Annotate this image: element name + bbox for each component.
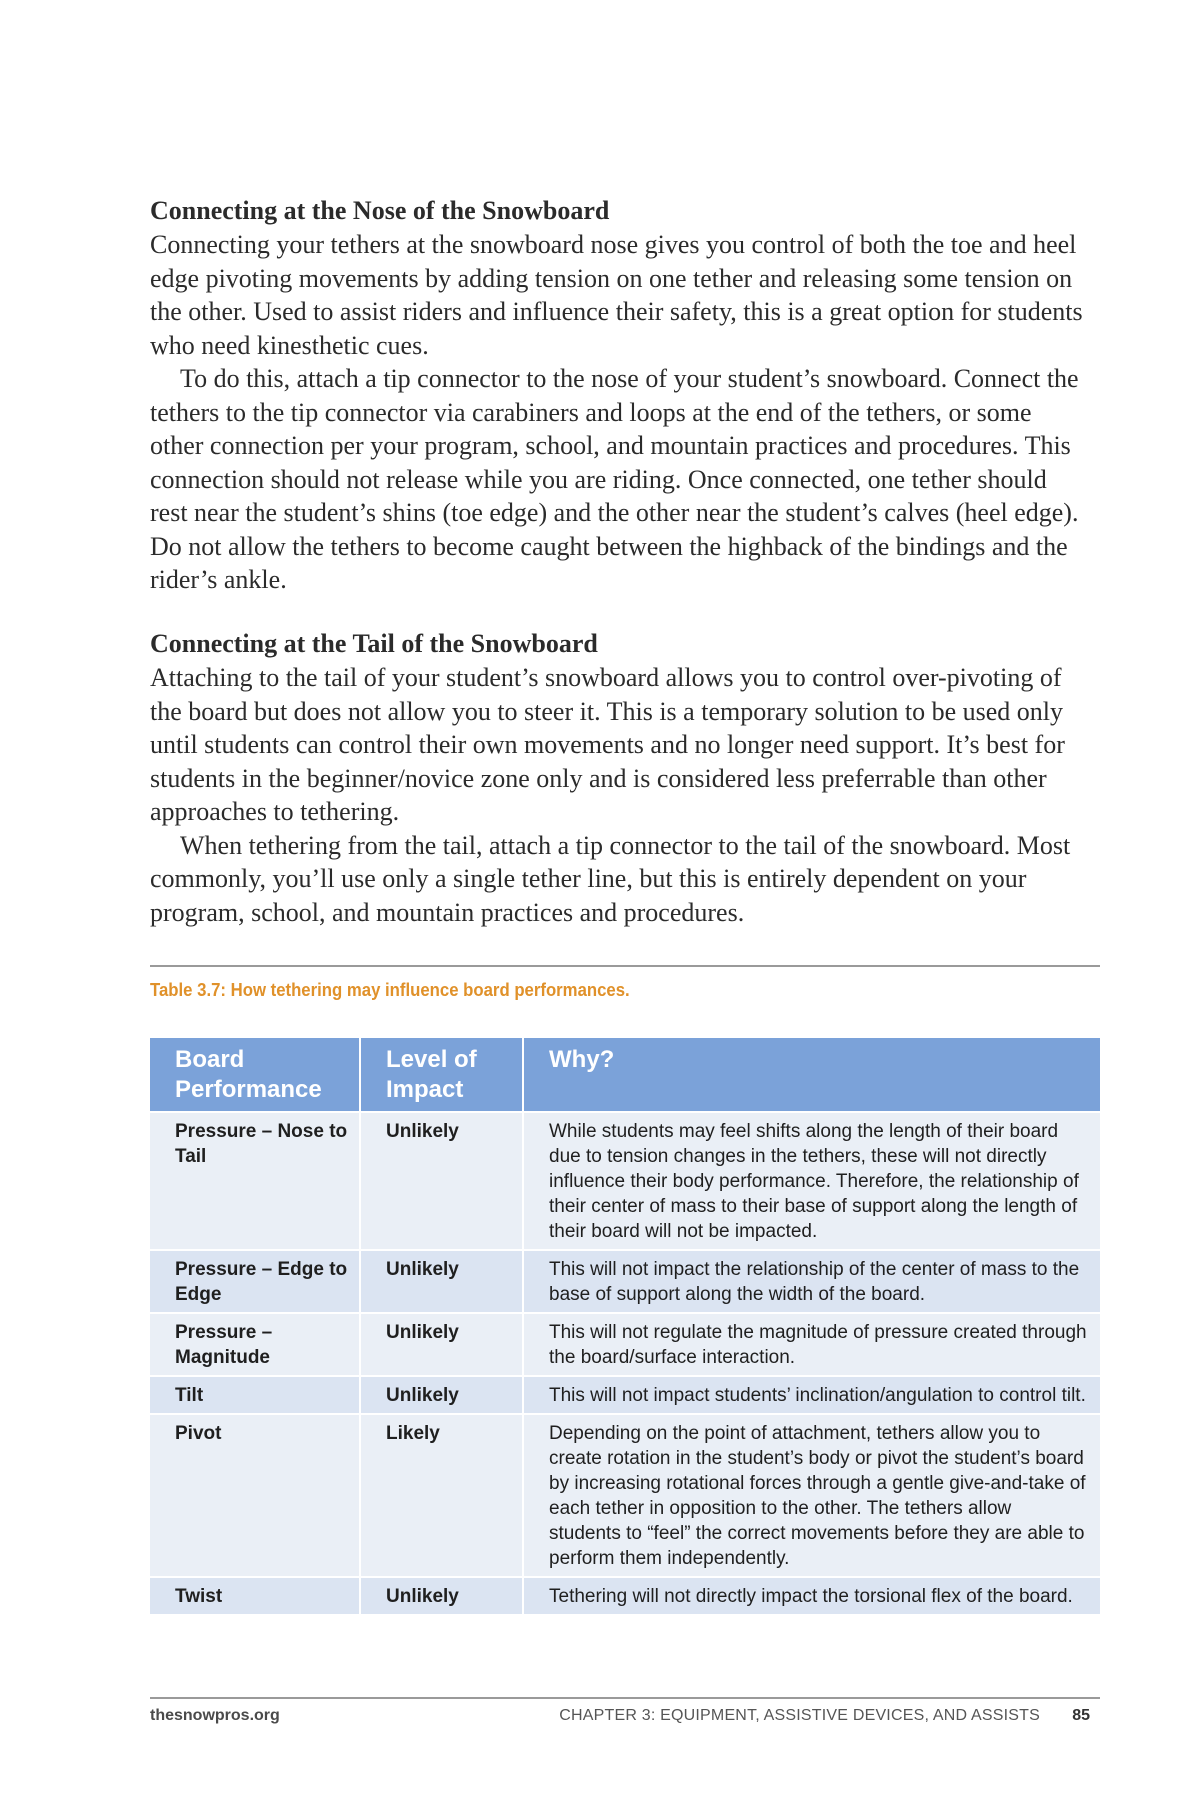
row-performance: Pressure – Magnitude	[150, 1313, 360, 1376]
paragraph: When tethering from the tail, attach a tip connector to the tail of the snowboard. Most commonly, you’ll use only a single tether line, but this is entirely dependent on your program, school, and mountain practices and procedures.	[150, 830, 1071, 927]
row-impact: Unlikely	[360, 1250, 523, 1313]
row-why: This will not regulate the magnitude of pressure created through the board/surface interaction.	[523, 1313, 1100, 1376]
row-performance: Twist	[150, 1577, 360, 1614]
section-heading: Connecting at the Tail of the Snowboard	[150, 629, 598, 658]
row-why: This will not impact the relationship of the center of mass to the base of support along the width of the board.	[523, 1250, 1100, 1313]
footer-chapter-title: CHAPTER 3: EQUIPMENT, ASSISTIVE DEVICES, AND ASSISTS	[559, 1707, 1040, 1724]
table-header-row	[150, 1038, 1100, 1112]
row-why: This will not impact students’ inclination/angulation to control tilt.	[523, 1376, 1100, 1414]
table-row	[150, 1250, 1100, 1313]
table-row	[150, 1414, 1100, 1577]
page-number: 85	[1072, 1707, 1090, 1724]
row-performance: Tilt	[150, 1376, 360, 1414]
paragraph: Connecting your tethers at the snowboard nose gives you control of both the toe and heel edge pivoting movements by adding tension on one tether and releasing some tension on the other. Used to assist riders and influence their safety, this is a great option for students who need kinesthetic cues.	[150, 230, 1083, 360]
paragraph: To do this, attach a tip connector to the nose of your student’s snowboard. Connect the tethers to the tip connector via carabiners and loops at the end of the tethers, or some other connection per your program, school, and mountain practices and procedures. This connection should not release while you are riding. Once connected, one tether should rest near the student’s shins (toe edge) and the other near the student’s calves (heel edge). Do not allow the tethers to become caught between the highback of the bindings and the rider’s ankle.	[150, 364, 1079, 594]
table-row	[150, 1313, 1100, 1376]
table-top-rule	[150, 965, 1100, 967]
header-board-performance: Board Performance	[150, 1038, 360, 1112]
performance-table	[150, 1038, 1100, 1614]
row-impact: Unlikely	[360, 1112, 523, 1250]
row-impact: Unlikely	[360, 1313, 523, 1376]
row-performance: Pivot	[150, 1414, 360, 1577]
row-impact: Unlikely	[360, 1577, 523, 1614]
row-impact: Likely	[360, 1414, 523, 1577]
row-performance: Pressure – Nose to Tail	[150, 1112, 360, 1250]
row-why: Tethering will not directly impact the torsional flex of the board.	[523, 1577, 1100, 1614]
row-why: While students may feel shifts along the length of their board due to tension changes in the tethers, these will not directly influence their body performance. Therefore, the relationship of their center of mass to their base of support along the length of their board will not be impacted.	[523, 1112, 1100, 1250]
table-row	[150, 1376, 1100, 1414]
paragraph: Attaching to the tail of your student’s snowboard allows you to control over-pivoting of the board but does not allow you to steer it. This is a temporary solution to be used only until students can control their own movements and no longer need support. It’s best for students in the beginner/novice zone only and is considered less preferrable than other approaches to tethering.	[150, 663, 1065, 826]
table-row	[150, 1577, 1100, 1614]
table-row	[150, 1112, 1100, 1250]
header-why: Why?	[523, 1038, 1100, 1112]
section-tail	[150, 627, 1090, 929]
header-level-of-impact: Level of Impact	[360, 1038, 523, 1112]
row-performance: Pressure – Edge to Edge	[150, 1250, 360, 1313]
section-nose	[150, 194, 1090, 597]
row-impact: Unlikely	[360, 1376, 523, 1414]
footer-website: thesnowpros.org	[150, 1707, 280, 1724]
table-caption: Table 3.7: How tethering may influence board performances.	[150, 980, 630, 1000]
footer-rule	[150, 1697, 1100, 1699]
row-why: Depending on the point of attachment, tethers allow you to create rotation in the student’s body or pivot the student’s board by increasing rotational forces through a gentle give-and-take of each tether in opposition to the other. The tethers allow students to “feel” the correct movements before they are able to perform them independently.	[523, 1414, 1100, 1577]
section-heading: Connecting at the Nose of the Snowboard	[150, 196, 610, 225]
